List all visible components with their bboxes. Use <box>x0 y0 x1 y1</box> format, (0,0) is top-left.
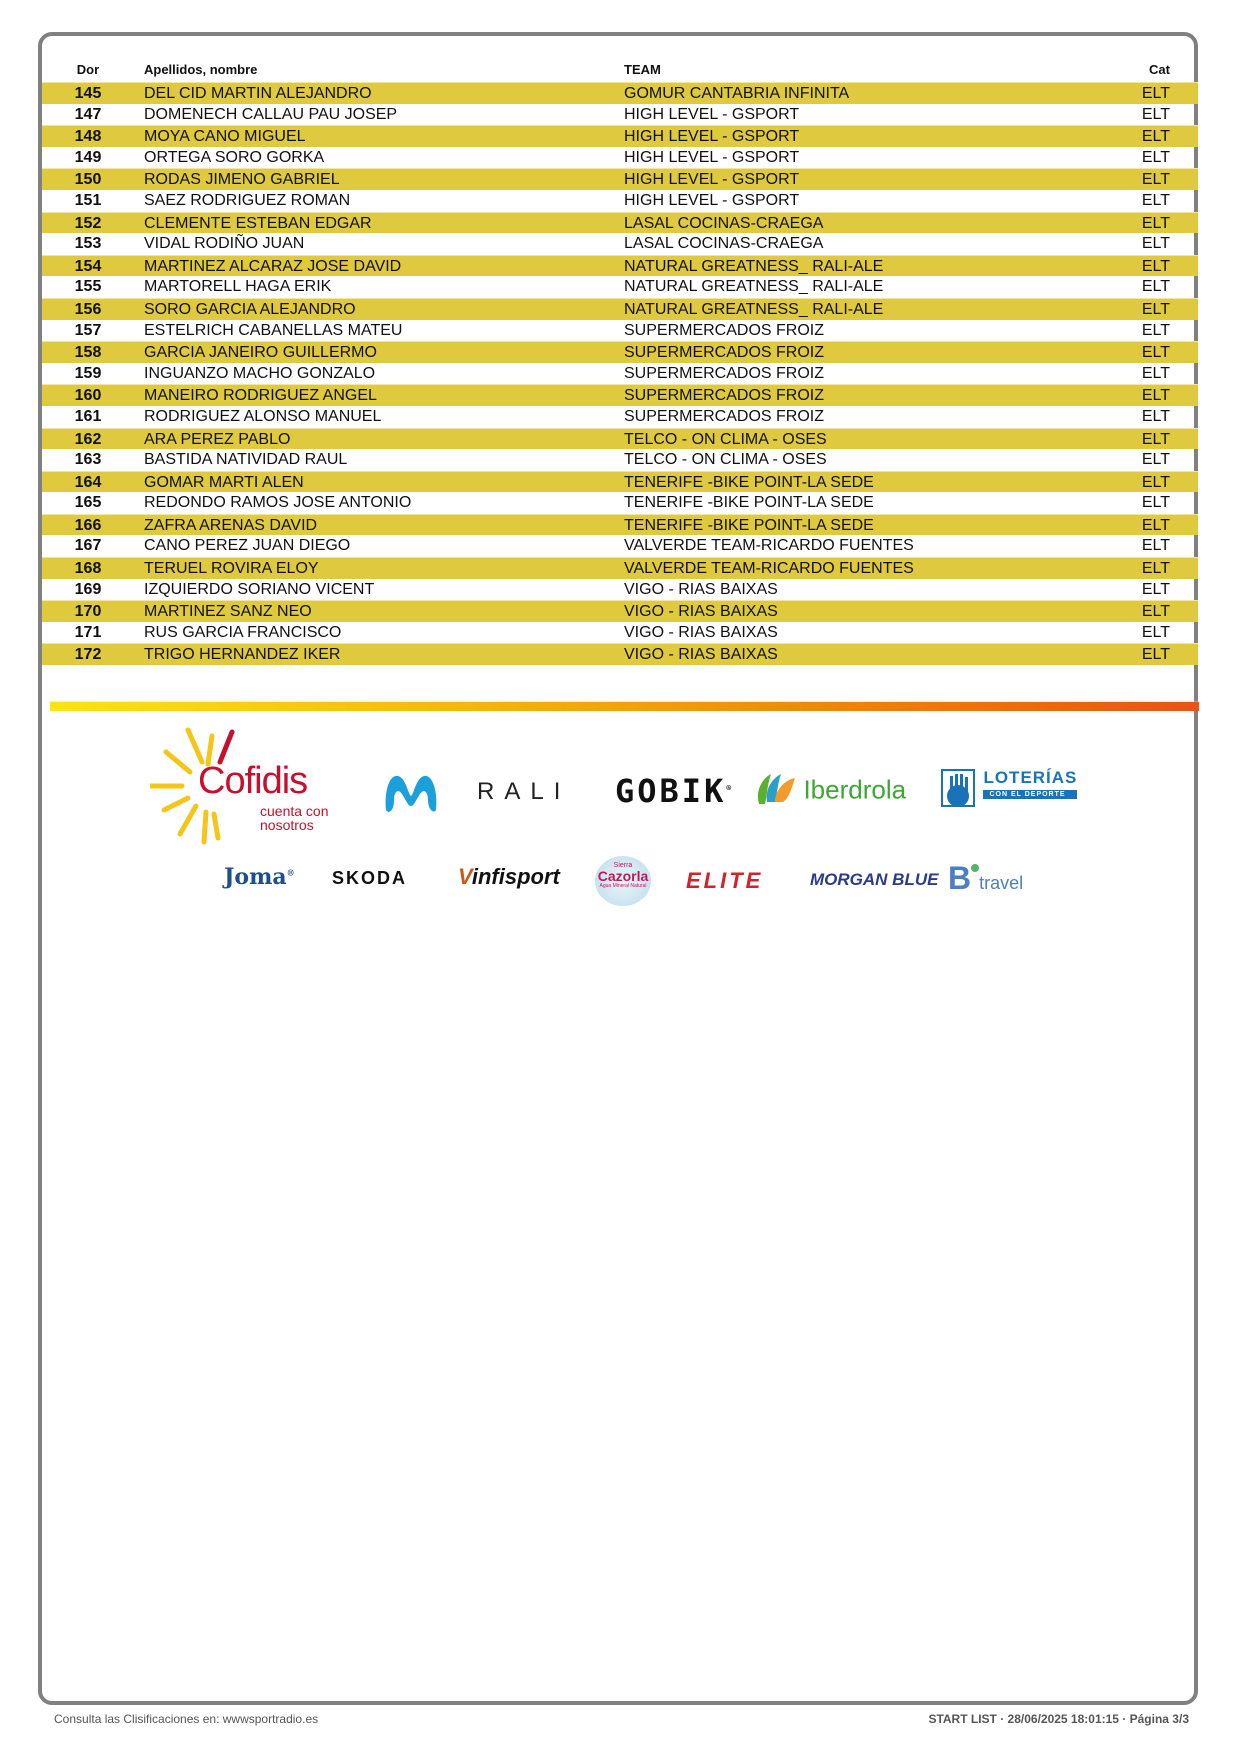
movistar-logo <box>382 770 440 819</box>
bib-number: 172 <box>74 646 102 664</box>
movistar-m-icon <box>382 770 440 814</box>
bib-number: 149 <box>74 148 102 166</box>
team-name: SUPERMERCADOS FROIZ <box>624 364 825 382</box>
gobik-logo: GOBIK® <box>615 772 735 810</box>
team-name: LASAL COCINAS-CRAEGA <box>624 214 824 232</box>
rider-name: SORO GARCIA ALEJANDRO <box>144 300 356 318</box>
category: ELT <box>1141 646 1170 664</box>
category: ELT <box>1141 387 1170 405</box>
category: ELT <box>1141 128 1170 146</box>
team-name: NATURAL GREATNESS_ RALI-ALE <box>624 257 884 275</box>
team-name: GOMUR CANTABRIA INFINITA <box>624 85 850 102</box>
table-row <box>42 82 1198 104</box>
team-name: HIGH LEVEL - GSPORT <box>624 171 800 189</box>
table-row <box>42 233 1198 255</box>
table-row <box>42 363 1198 385</box>
bib-number: 162 <box>74 430 102 448</box>
team-name: VALVERDE TEAM-RICARDO FUENTES <box>624 537 914 555</box>
rider-name: CLEMENTE ESTEBAN EDGAR <box>144 214 372 232</box>
bib-number: 161 <box>74 407 102 425</box>
loterias-hand-icon <box>940 768 976 810</box>
rider-name: TERUEL ROVIRA ELOY <box>144 560 319 578</box>
bib-number: 166 <box>74 516 102 534</box>
iberdrola-leaves-icon <box>755 770 799 810</box>
morgan-blue-logo: MORGAN BLUE <box>810 870 939 889</box>
bib-number: 147 <box>74 105 102 123</box>
rider-name: INGUANZO MACHO GONZALO <box>144 364 376 382</box>
category: ELT <box>1141 278 1170 296</box>
rider-name: GARCIA JANEIRO GUILLERMO <box>144 344 377 362</box>
cofidis-logo <box>150 722 350 847</box>
team-name: VIGO - RIAS BAIXAS <box>624 646 778 664</box>
category: ELT <box>1141 148 1170 166</box>
table-row <box>42 428 1198 450</box>
infisport-v-icon: V <box>458 864 472 889</box>
category: ELT <box>1141 603 1170 621</box>
team-name: TENERIFE -BIKE POINT-LA SEDE <box>624 494 874 512</box>
table-row <box>42 449 1198 471</box>
bib-number: 171 <box>74 623 102 641</box>
table-row <box>42 168 1198 190</box>
team-name: TENERIFE -BIKE POINT-LA SEDE <box>624 473 874 491</box>
team-name: NATURAL GREATNESS_ RALI-ALE <box>624 300 884 318</box>
table-row <box>42 147 1198 169</box>
elite-logo: ELITE <box>686 868 764 893</box>
team-name: TELCO - ON CLIMA - OSES <box>624 451 827 469</box>
table-row <box>42 341 1198 363</box>
category: ELT <box>1141 407 1170 425</box>
rider-name: MARTINEZ SANZ NEO <box>144 603 312 621</box>
rider-name: BASTIDA NATIVIDAD RAUL <box>144 451 348 469</box>
category: ELT <box>1141 623 1170 641</box>
table-row <box>42 212 1198 234</box>
team-name: LASAL COCINAS-CRAEGA <box>624 235 824 253</box>
team-name: SUPERMERCADOS FROIZ <box>624 407 825 425</box>
header-dor: Dor <box>76 62 100 77</box>
category: ELT <box>1141 344 1170 362</box>
table-row <box>42 406 1198 428</box>
category: ELT <box>1141 191 1170 209</box>
team-name: SUPERMERCADOS FROIZ <box>624 387 825 405</box>
category: ELT <box>1141 300 1170 318</box>
team-name: HIGH LEVEL - GSPORT <box>624 105 800 123</box>
rider-name: RODAS JIMENO GABRIEL <box>144 171 340 189</box>
rider-name: ARA PEREZ PABLO <box>144 430 291 448</box>
category: ELT <box>1141 580 1170 598</box>
rider-name: SAEZ RODRIGUEZ ROMAN <box>144 191 351 209</box>
bib-number: 169 <box>74 580 102 598</box>
loterias-logo: LOTERÍAS CON EL DEPORTE <box>940 768 1077 810</box>
table-row <box>42 514 1198 536</box>
bib-number: 151 <box>74 191 102 209</box>
rider-name: TRIGO HERNANDEZ IKER <box>144 646 341 664</box>
team-name: TELCO - ON CLIMA - OSES <box>624 430 827 448</box>
category: ELT <box>1141 560 1170 578</box>
category: ELT <box>1141 105 1170 123</box>
rider-name: IZQUIERDO SORIANO VICENT <box>144 580 375 598</box>
category: ELT <box>1141 214 1170 232</box>
footer-consult-link: Consulta las Clisificaciones en: wwwsportradio.es <box>54 1712 319 1726</box>
table-row <box>42 298 1198 320</box>
table-row <box>42 104 1198 126</box>
category: ELT <box>1141 321 1170 339</box>
rider-name: ZAFRA ARENAS DAVID <box>144 516 318 534</box>
category: ELT <box>1141 235 1170 253</box>
rider-name: CANO PEREZ JUAN DIEGO <box>144 537 351 555</box>
category: ELT <box>1141 364 1170 382</box>
table-row <box>42 255 1198 277</box>
iberdrola-logo: Iberdrola <box>755 770 906 810</box>
category: ELT <box>1141 473 1170 491</box>
rider-name: RODRIGUEZ ALONSO MANUEL <box>144 407 382 425</box>
category: ELT <box>1141 516 1170 534</box>
bib-number: 170 <box>74 603 102 621</box>
table-row <box>42 276 1198 298</box>
sponsor-row-1 <box>150 722 1080 847</box>
table-row <box>42 125 1198 147</box>
rider-name: MOYA CANO MIGUEL <box>144 128 306 146</box>
sponsor-row-2 <box>220 858 1040 908</box>
header-team: TEAM <box>624 62 661 77</box>
team-name: SUPERMERCADOS FROIZ <box>624 344 825 362</box>
infisport-logo: Vinfisport <box>458 864 560 889</box>
header-cat: Cat <box>1149 62 1170 77</box>
team-name: HIGH LEVEL - GSPORT <box>624 148 800 166</box>
bib-number: 145 <box>74 85 102 102</box>
bib-number: 148 <box>74 128 102 146</box>
b-travel-dot-icon <box>971 864 979 872</box>
team-name: TENERIFE -BIKE POINT-LA SEDE <box>624 516 874 534</box>
category: ELT <box>1141 171 1170 189</box>
b-travel-logo: Btravel <box>948 860 1024 896</box>
skoda-logo: SKODA <box>332 868 408 888</box>
category: ELT <box>1141 494 1170 512</box>
cofidis-tagline: cuenta con nosotros <box>260 803 329 833</box>
rali-logo: RALI <box>477 778 571 805</box>
category: ELT <box>1141 430 1170 448</box>
table-row <box>42 643 1198 665</box>
rider-name: GOMAR MARTI ALEN <box>144 473 304 491</box>
table-row <box>42 384 1198 406</box>
table-row <box>42 557 1198 579</box>
bib-number: 153 <box>74 235 102 253</box>
bib-number: 159 <box>74 364 102 382</box>
team-name: VIGO - RIAS BAIXAS <box>624 603 778 621</box>
team-name: VIGO - RIAS BAIXAS <box>624 623 778 641</box>
bib-number: 150 <box>74 171 102 189</box>
rider-name: REDONDO RAMOS JOSE ANTONIO <box>144 494 412 512</box>
category: ELT <box>1141 537 1170 555</box>
table-row <box>42 535 1198 557</box>
rider-name: MARTINEZ ALCARAZ JOSE DAVID <box>144 257 402 275</box>
table-row <box>42 190 1198 212</box>
table-row <box>42 471 1198 493</box>
bib-number: 152 <box>74 214 102 232</box>
footer-page-info: START LIST · 28/06/2025 18:01:15 · Página 3/3 <box>928 1712 1189 1726</box>
category: ELT <box>1141 257 1170 275</box>
bib-number: 157 <box>74 321 102 339</box>
joma-logo: Joma® <box>224 864 295 890</box>
table-row <box>42 492 1198 514</box>
rider-name: MANEIRO RODRIGUEZ ANGEL <box>144 387 377 405</box>
table-row <box>42 600 1198 622</box>
cofidis-wordmark: Cofidis <box>198 760 308 802</box>
bib-number: 158 <box>74 344 102 362</box>
category: ELT <box>1141 85 1170 102</box>
start-list-table <box>42 56 1198 665</box>
table-row <box>42 622 1198 644</box>
bib-number: 156 <box>74 300 102 318</box>
team-name: SUPERMERCADOS FROIZ <box>624 321 825 339</box>
sierra-cazorla-logo: Sierra Cazorla Agua Mineral Natural <box>595 856 651 906</box>
rider-name: VIDAL RODIÑO JUAN <box>144 235 305 253</box>
bib-number: 155 <box>74 278 102 296</box>
bib-number: 160 <box>74 387 102 405</box>
team-name: VIGO - RIAS BAIXAS <box>624 580 778 598</box>
category: ELT <box>1141 451 1170 469</box>
bib-number: 164 <box>74 473 102 491</box>
rider-name: ORTEGA SORO GORKA <box>144 148 325 166</box>
rider-name: RUS GARCIA FRANCISCO <box>144 623 342 641</box>
bib-number: 165 <box>74 494 102 512</box>
bib-number: 163 <box>74 451 102 469</box>
team-name: VALVERDE TEAM-RICARDO FUENTES <box>624 560 914 578</box>
rider-name: ESTELRICH CABANELLAS MATEU <box>144 321 403 339</box>
team-name: HIGH LEVEL - GSPORT <box>624 191 800 209</box>
table-header <box>42 56 1198 82</box>
bib-number: 168 <box>74 560 102 578</box>
rider-name: MARTORELL HAGA ERIK <box>144 278 332 296</box>
table-row <box>42 320 1198 342</box>
team-name: NATURAL GREATNESS_ RALI-ALE <box>624 278 884 296</box>
header-name: Apellidos, nombre <box>144 62 258 77</box>
rider-name: DOMENECH CALLAU PAU JOSEP <box>144 105 398 123</box>
table-row <box>42 579 1198 601</box>
gradient-divider <box>50 702 1199 711</box>
table-body <box>42 82 1198 665</box>
team-name: HIGH LEVEL - GSPORT <box>624 128 800 146</box>
bib-number: 154 <box>74 257 102 275</box>
rider-name: DEL CID MARTIN ALEJANDRO <box>144 85 372 102</box>
bib-number: 167 <box>74 537 102 555</box>
